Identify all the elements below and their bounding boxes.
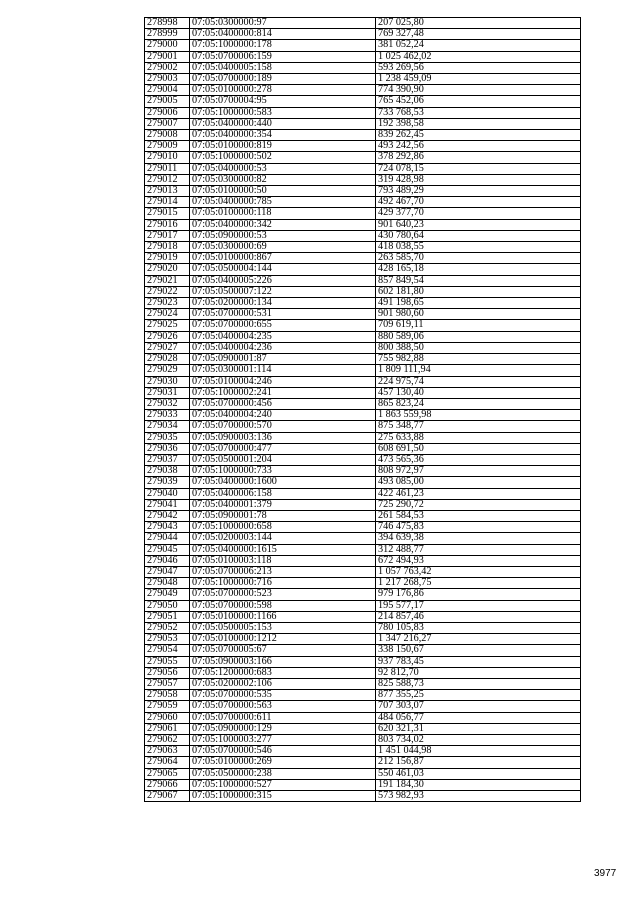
table-row <box>145 768 581 779</box>
row-id-cell: 279045 <box>145 544 190 555</box>
row-id-cell: 279036 <box>145 443 190 454</box>
table-row <box>145 398 581 409</box>
table-row <box>145 242 581 253</box>
table-row <box>145 735 581 746</box>
amount-cell: 880 589,06 <box>376 331 581 342</box>
row-id-cell: 279051 <box>145 611 190 622</box>
cadastral-number-cell: 07:05:0400005:158 <box>190 62 376 73</box>
amount-cell: 875 348,77 <box>376 421 581 432</box>
amount-cell: 808 972,97 <box>376 466 581 477</box>
table-row <box>145 264 581 275</box>
cadastral-number-cell: 07:05:0400005:226 <box>190 275 376 286</box>
cadastral-number-cell: 07:05:0300000:97 <box>190 18 376 29</box>
cadastral-number-cell: 07:05:0700000:477 <box>190 443 376 454</box>
amount-cell: 381 052,24 <box>376 40 581 51</box>
table-row <box>145 376 581 387</box>
amount-cell: 492 467,70 <box>376 197 581 208</box>
amount-cell: 1 217 268,75 <box>376 578 581 589</box>
table-row <box>145 107 581 118</box>
cadastral-number-cell: 07:05:0700004:95 <box>190 96 376 107</box>
amount-cell: 800 388,50 <box>376 342 581 353</box>
cadastral-number-cell: 07:05:0500000:238 <box>190 768 376 779</box>
row-id-cell: 279016 <box>145 219 190 230</box>
cadastral-number-cell: 07:05:0100000:1166 <box>190 611 376 622</box>
table-row <box>145 96 581 107</box>
amount-cell: 261 584,53 <box>376 510 581 521</box>
amount-cell: 491 198,65 <box>376 298 581 309</box>
row-id-cell: 279057 <box>145 678 190 689</box>
cadastral-number-cell: 07:05:0700000:570 <box>190 421 376 432</box>
row-id-cell: 279040 <box>145 488 190 499</box>
table-row <box>145 622 581 633</box>
row-id-cell: 279062 <box>145 735 190 746</box>
table-row <box>145 566 581 577</box>
cadastral-number-cell: 07:05:0400000:785 <box>190 197 376 208</box>
table-row <box>145 230 581 241</box>
row-id-cell: 279000 <box>145 40 190 51</box>
table-row <box>145 656 581 667</box>
table-row <box>145 488 581 499</box>
cadastral-number-cell: 07:05:0700000:563 <box>190 701 376 712</box>
row-id-cell: 279063 <box>145 746 190 757</box>
table-row <box>145 85 581 96</box>
cadastral-number-cell: 07:05:0100004:246 <box>190 376 376 387</box>
table-row <box>145 589 581 600</box>
table-row <box>145 365 581 376</box>
row-id-cell: 279048 <box>145 578 190 589</box>
row-id-cell: 279001 <box>145 51 190 62</box>
table-row <box>145 141 581 152</box>
row-id-cell: 279035 <box>145 432 190 443</box>
cadastral-number-cell: 07:05:0900001:87 <box>190 354 376 365</box>
amount-cell: 602 181,80 <box>376 286 581 297</box>
row-id-cell: 279009 <box>145 141 190 152</box>
table-row <box>145 62 581 73</box>
row-id-cell: 278998 <box>145 18 190 29</box>
row-id-cell: 279043 <box>145 522 190 533</box>
row-id-cell: 279026 <box>145 331 190 342</box>
table-row <box>145 331 581 342</box>
row-id-cell: 279034 <box>145 421 190 432</box>
cadastral-number-cell: 07:05:0400000:1600 <box>190 477 376 488</box>
cadastral-number-cell: 07:05:0200003:144 <box>190 533 376 544</box>
row-id-cell: 279012 <box>145 174 190 185</box>
amount-cell: 338 150,67 <box>376 645 581 656</box>
table-row <box>145 51 581 62</box>
cadastral-number-cell: 07:05:0500001:204 <box>190 454 376 465</box>
amount-cell: 1 057 763,42 <box>376 566 581 577</box>
amount-cell: 430 780,64 <box>376 230 581 241</box>
amount-cell: 746 475,83 <box>376 522 581 533</box>
row-id-cell: 279054 <box>145 645 190 656</box>
cadastral-number-cell: 07:05:0100000:118 <box>190 208 376 219</box>
amount-cell: 769 327,48 <box>376 29 581 40</box>
table-row <box>145 275 581 286</box>
row-id-cell: 279067 <box>145 791 190 802</box>
row-id-cell: 279027 <box>145 342 190 353</box>
row-id-cell: 279025 <box>145 320 190 331</box>
row-id-cell: 279014 <box>145 197 190 208</box>
cadastral-number-cell: 07:05:0700000:655 <box>190 320 376 331</box>
amount-cell: 1 863 559,98 <box>376 410 581 421</box>
table-row <box>145 544 581 555</box>
amount-cell: 207 025,80 <box>376 18 581 29</box>
cadastral-number-cell: 07:05:1000000:502 <box>190 152 376 163</box>
table-row <box>145 29 581 40</box>
table-body <box>145 18 581 802</box>
amount-cell: 979 176,86 <box>376 589 581 600</box>
amount-cell: 593 269,56 <box>376 62 581 73</box>
cadastral-number-cell: 07:05:0400004:235 <box>190 331 376 342</box>
table-row <box>145 354 581 365</box>
row-id-cell: 279032 <box>145 398 190 409</box>
amount-cell: 263 585,70 <box>376 253 581 264</box>
table-row <box>145 611 581 622</box>
row-id-cell: 279015 <box>145 208 190 219</box>
row-id-cell: 279058 <box>145 690 190 701</box>
row-id-cell: 279042 <box>145 510 190 521</box>
table-row <box>145 454 581 465</box>
cadastral-number-cell: 07:05:1000000:583 <box>190 107 376 118</box>
amount-cell: 901 640,23 <box>376 219 581 230</box>
table-row <box>145 432 581 443</box>
row-id-cell: 279013 <box>145 186 190 197</box>
table-row <box>145 208 581 219</box>
cadastral-number-cell: 07:05:0900003:136 <box>190 432 376 443</box>
cadastral-number-cell: 07:05:0700000:546 <box>190 746 376 757</box>
cadastral-number-cell: 07:05:0100000:50 <box>190 186 376 197</box>
amount-cell: 275 633,88 <box>376 432 581 443</box>
cadastral-number-cell: 07:05:0700000:189 <box>190 74 376 85</box>
table-row <box>145 712 581 723</box>
amount-cell: 473 565,36 <box>376 454 581 465</box>
amount-cell: 774 390,90 <box>376 85 581 96</box>
amount-cell: 484 056,77 <box>376 712 581 723</box>
table-row <box>145 253 581 264</box>
cadastral-number-cell: 07:05:1000002:241 <box>190 387 376 398</box>
row-id-cell: 279056 <box>145 667 190 678</box>
amount-cell: 901 980,60 <box>376 309 581 320</box>
amount-cell: 707 303,07 <box>376 701 581 712</box>
table-row <box>145 152 581 163</box>
cadastral-number-cell: 07:05:0300000:69 <box>190 242 376 253</box>
cadastral-number-cell: 07:05:0900000:53 <box>190 230 376 241</box>
amount-cell: 620 321,31 <box>376 723 581 734</box>
row-id-cell: 279059 <box>145 701 190 712</box>
cadastral-number-cell: 07:05:0900003:166 <box>190 656 376 667</box>
amount-cell: 724 078,15 <box>376 163 581 174</box>
amount-cell: 429 377,70 <box>376 208 581 219</box>
table-row <box>145 197 581 208</box>
table-row <box>145 645 581 656</box>
cadastral-number-cell: 07:05:1000000:315 <box>190 791 376 802</box>
table-row <box>145 522 581 533</box>
table-row <box>145 421 581 432</box>
cadastral-number-cell: 07:05:0900000:129 <box>190 723 376 734</box>
table-row <box>145 186 581 197</box>
cadastral-number-cell: 07:05:0700000:611 <box>190 712 376 723</box>
row-id-cell: 279055 <box>145 656 190 667</box>
cadastral-number-cell: 07:05:0900001:78 <box>190 510 376 521</box>
row-id-cell: 279037 <box>145 454 190 465</box>
row-id-cell: 279064 <box>145 757 190 768</box>
amount-cell: 1 347 216,27 <box>376 634 581 645</box>
table-row <box>145 746 581 757</box>
row-id-cell: 279052 <box>145 622 190 633</box>
table-row <box>145 555 581 566</box>
amount-cell: 865 823,24 <box>376 398 581 409</box>
amount-cell: 394 639,38 <box>376 533 581 544</box>
amount-cell: 857 849,54 <box>376 275 581 286</box>
cadastral-number-cell: 07:05:1000000:658 <box>190 522 376 533</box>
amount-cell: 825 588,73 <box>376 678 581 689</box>
amount-cell: 212 156,87 <box>376 757 581 768</box>
table-row <box>145 342 581 353</box>
cadastral-number-cell: 07:05:0100000:867 <box>190 253 376 264</box>
cadastral-number-cell: 07:05:0300001:114 <box>190 365 376 376</box>
amount-cell: 319 428,98 <box>376 174 581 185</box>
table-row <box>145 219 581 230</box>
amount-cell: 803 734,02 <box>376 735 581 746</box>
amount-cell: 1 809 111,94 <box>376 365 581 376</box>
table-row <box>145 118 581 129</box>
row-id-cell: 279024 <box>145 309 190 320</box>
row-id-cell: 279022 <box>145 286 190 297</box>
table-row <box>145 757 581 768</box>
amount-cell: 224 975,74 <box>376 376 581 387</box>
amount-cell: 793 489,29 <box>376 186 581 197</box>
table-row <box>145 634 581 645</box>
row-id-cell: 279010 <box>145 152 190 163</box>
table-row <box>145 678 581 689</box>
cadastral-number-cell: 07:05:0700000:531 <box>190 309 376 320</box>
table-row <box>145 74 581 85</box>
cadastral-number-cell: 07:05:0400000:354 <box>190 130 376 141</box>
table-row <box>145 443 581 454</box>
cadastral-number-cell: 07:05:0500005:153 <box>190 622 376 633</box>
row-id-cell: 279031 <box>145 387 190 398</box>
amount-cell: 92 812,70 <box>376 667 581 678</box>
cadastral-number-cell: 07:05:0300000:82 <box>190 174 376 185</box>
cadastral-number-cell: 07:05:0700000:456 <box>190 398 376 409</box>
row-id-cell: 279038 <box>145 466 190 477</box>
cadastral-number-cell: 07:05:0400001:379 <box>190 499 376 510</box>
amount-cell: 1 025 462,02 <box>376 51 581 62</box>
table-row <box>145 286 581 297</box>
amount-cell: 755 982,88 <box>376 354 581 365</box>
table-row <box>145 387 581 398</box>
data-table <box>144 17 581 802</box>
table-row <box>145 174 581 185</box>
row-id-cell: 278999 <box>145 29 190 40</box>
cadastral-number-cell: 07:05:0100000:1212 <box>190 634 376 645</box>
cadastral-number-cell: 07:05:0100000:278 <box>190 85 376 96</box>
table-row <box>145 40 581 51</box>
table-row <box>145 701 581 712</box>
cadastral-number-cell: 07:05:1000000:527 <box>190 779 376 790</box>
cadastral-number-cell: 07:05:0700006:213 <box>190 566 376 577</box>
row-id-cell: 279020 <box>145 264 190 275</box>
amount-cell: 378 292,86 <box>376 152 581 163</box>
row-id-cell: 279004 <box>145 85 190 96</box>
table-row <box>145 510 581 521</box>
row-id-cell: 279046 <box>145 555 190 566</box>
cadastral-number-cell: 07:05:0700000:535 <box>190 690 376 701</box>
cadastral-number-cell: 07:05:0400004:236 <box>190 342 376 353</box>
row-id-cell: 279021 <box>145 275 190 286</box>
amount-cell: 709 619,11 <box>376 320 581 331</box>
row-id-cell: 279050 <box>145 600 190 611</box>
cadastral-number-cell: 07:05:0100003:118 <box>190 555 376 566</box>
amount-cell: 839 262,45 <box>376 130 581 141</box>
row-id-cell: 279033 <box>145 410 190 421</box>
row-id-cell: 279005 <box>145 96 190 107</box>
row-id-cell: 279066 <box>145 779 190 790</box>
row-id-cell: 279007 <box>145 118 190 129</box>
row-id-cell: 279017 <box>145 230 190 241</box>
amount-cell: 937 783,45 <box>376 656 581 667</box>
cadastral-number-cell: 07:05:0400000:53 <box>190 163 376 174</box>
amount-cell: 493 242,56 <box>376 141 581 152</box>
row-id-cell: 279060 <box>145 712 190 723</box>
table-row <box>145 690 581 701</box>
amount-cell: 312 488,77 <box>376 544 581 555</box>
row-id-cell: 279030 <box>145 376 190 387</box>
cadastral-number-cell: 07:05:1000000:716 <box>190 578 376 589</box>
table-row <box>145 533 581 544</box>
cadastral-number-cell: 07:05:0400000:814 <box>190 29 376 40</box>
cadastral-number-cell: 07:05:0700000:598 <box>190 600 376 611</box>
cadastral-number-cell: 07:05:0400000:342 <box>190 219 376 230</box>
cadastral-number-cell: 07:05:1000000:733 <box>190 466 376 477</box>
cadastral-number-cell: 07:05:0200002:106 <box>190 678 376 689</box>
amount-cell: 195 577,17 <box>376 600 581 611</box>
cadastral-number-cell: 07:05:0400000:440 <box>190 118 376 129</box>
row-id-cell: 279023 <box>145 298 190 309</box>
amount-cell: 608 691,50 <box>376 443 581 454</box>
amount-cell: 428 165,18 <box>376 264 581 275</box>
cadastral-number-cell: 07:05:0100000:819 <box>190 141 376 152</box>
row-id-cell: 279018 <box>145 242 190 253</box>
table-row <box>145 499 581 510</box>
row-id-cell: 279049 <box>145 589 190 600</box>
row-id-cell: 279003 <box>145 74 190 85</box>
amount-cell: 192 398,58 <box>376 118 581 129</box>
amount-cell: 733 768,53 <box>376 107 581 118</box>
amount-cell: 672 494,93 <box>376 555 581 566</box>
row-id-cell: 279065 <box>145 768 190 779</box>
amount-cell: 550 461,03 <box>376 768 581 779</box>
cadastral-number-cell: 07:05:0700005:67 <box>190 645 376 656</box>
amount-cell: 191 184,30 <box>376 779 581 790</box>
cadastral-number-cell: 07:05:0400000:1615 <box>190 544 376 555</box>
cadastral-number-cell: 07:05:0700006:159 <box>190 51 376 62</box>
table-row <box>145 18 581 29</box>
amount-cell: 573 982,93 <box>376 791 581 802</box>
amount-cell: 877 355,25 <box>376 690 581 701</box>
table-row <box>145 163 581 174</box>
cadastral-number-cell: 07:05:0100000:269 <box>190 757 376 768</box>
amount-cell: 457 130,40 <box>376 387 581 398</box>
table-row <box>145 779 581 790</box>
cadastral-number-cell: 07:05:0200000:134 <box>190 298 376 309</box>
amount-cell: 214 857,46 <box>376 611 581 622</box>
row-id-cell: 279019 <box>145 253 190 264</box>
table-row <box>145 477 581 488</box>
table-row <box>145 309 581 320</box>
amount-cell: 765 452,06 <box>376 96 581 107</box>
amount-cell: 780 105,83 <box>376 622 581 633</box>
cadastral-number-cell: 07:05:1000000:178 <box>190 40 376 51</box>
row-id-cell: 279047 <box>145 566 190 577</box>
amount-cell: 1 451 044,98 <box>376 746 581 757</box>
table-row <box>145 791 581 802</box>
row-id-cell: 279011 <box>145 163 190 174</box>
cadastral-number-cell: 07:05:0500007:122 <box>190 286 376 297</box>
row-id-cell: 279053 <box>145 634 190 645</box>
row-id-cell: 279002 <box>145 62 190 73</box>
amount-cell: 422 461,23 <box>376 488 581 499</box>
table-row <box>145 298 581 309</box>
table-row <box>145 600 581 611</box>
cadastral-number-cell: 07:05:0400006:158 <box>190 488 376 499</box>
table-row <box>145 130 581 141</box>
row-id-cell: 279028 <box>145 354 190 365</box>
amount-cell: 493 085,00 <box>376 477 581 488</box>
table-row <box>145 667 581 678</box>
row-id-cell: 279061 <box>145 723 190 734</box>
table-row <box>145 410 581 421</box>
row-id-cell: 279008 <box>145 130 190 141</box>
amount-cell: 725 290,72 <box>376 499 581 510</box>
cadastral-number-cell: 07:05:0700000:523 <box>190 589 376 600</box>
page-number: 3977 <box>594 868 617 879</box>
amount-cell: 1 238 459,09 <box>376 74 581 85</box>
row-id-cell: 279041 <box>145 499 190 510</box>
cadastral-number-cell: 07:05:1000003:277 <box>190 735 376 746</box>
table-row <box>145 578 581 589</box>
row-id-cell: 279029 <box>145 365 190 376</box>
row-id-cell: 279044 <box>145 533 190 544</box>
cadastral-number-cell: 07:05:0500004:144 <box>190 264 376 275</box>
cadastral-number-cell: 07:05:1200000:683 <box>190 667 376 678</box>
row-id-cell: 279006 <box>145 107 190 118</box>
table-row <box>145 466 581 477</box>
amount-cell: 418 038,55 <box>376 242 581 253</box>
row-id-cell: 279039 <box>145 477 190 488</box>
cadastral-number-cell: 07:05:0400004:240 <box>190 410 376 421</box>
table-row <box>145 723 581 734</box>
table-row <box>145 320 581 331</box>
